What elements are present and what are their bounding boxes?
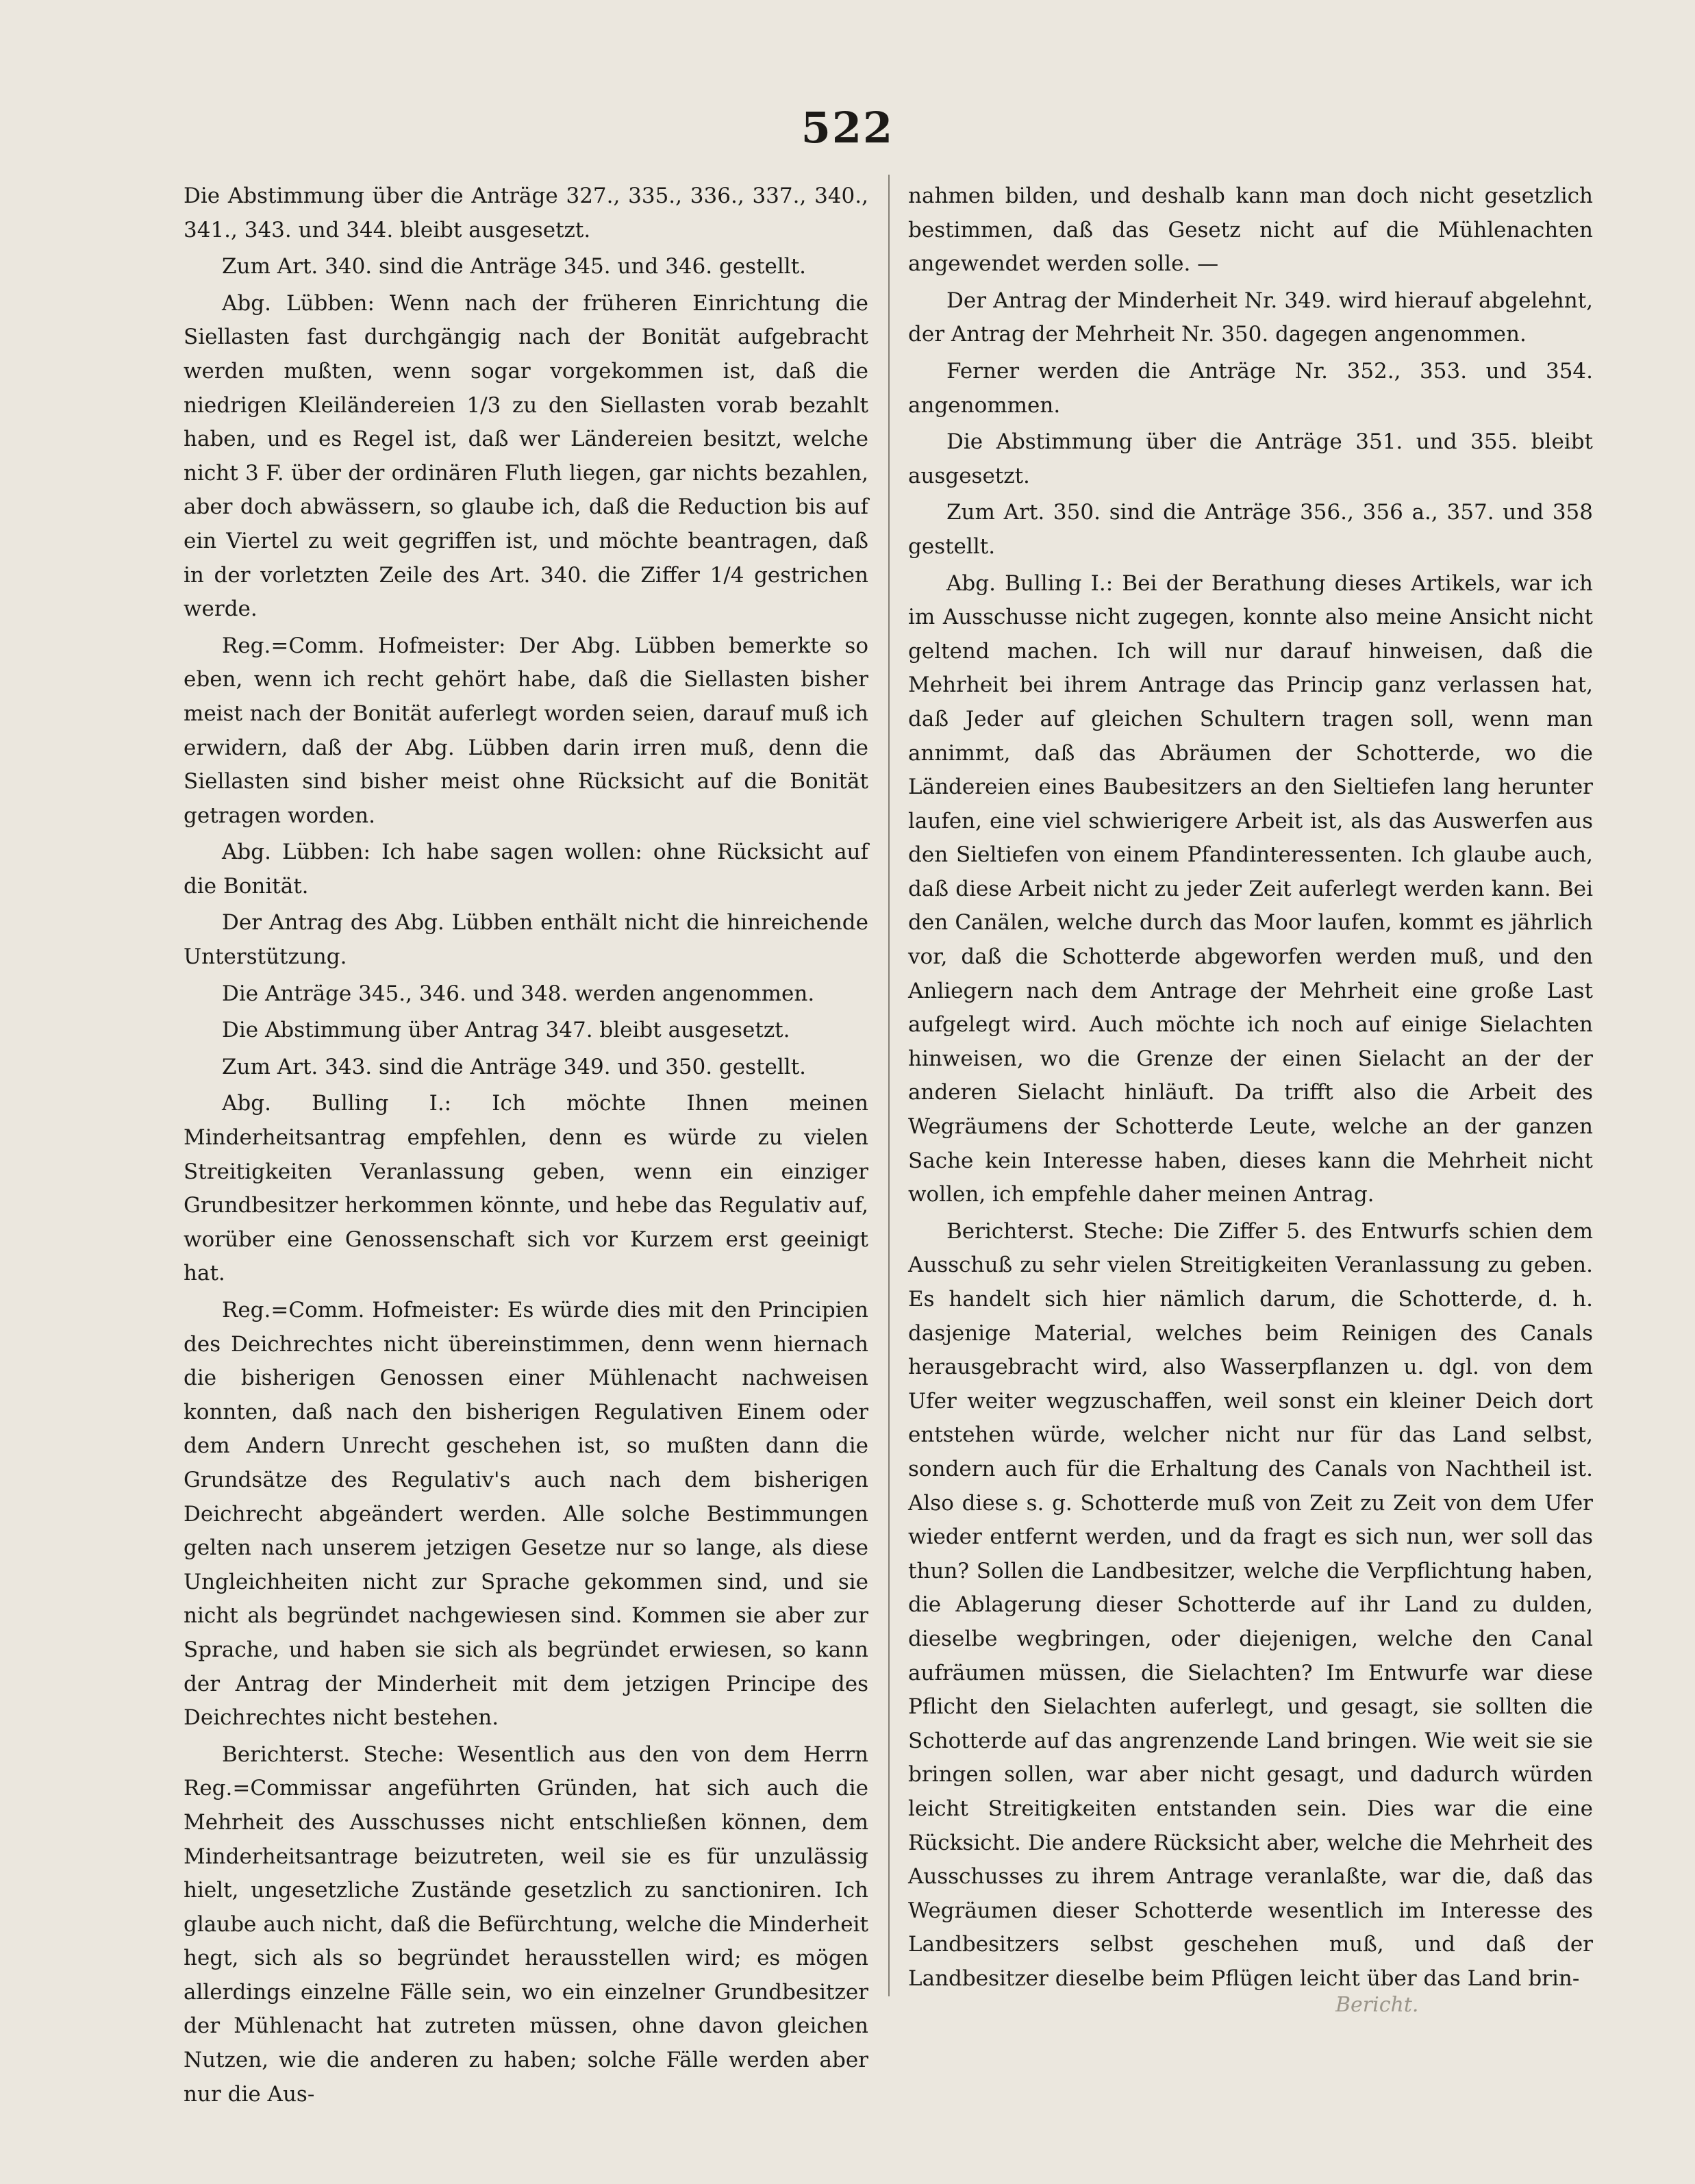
- catchword: Bericht.: [1335, 1993, 1419, 2017]
- paragraph: nahmen bilden, und deshalb kann man doch nicht gesetzlich bestimmen, daß das Gesetz nicht auf die Mühlenachten angewendet werden solle. —: [908, 184, 1593, 277]
- paragraph: Zum Art. 343. sind die Anträge 349. und 350. gestellt.: [222, 1054, 807, 1079]
- paragraph: Abg. Lübben: Wenn nach der früheren Einrichtung die Siellasten fast durchgängig nach der Bonität aufgebracht werden mußten, wenn sogar vorgekommen ist, daß die niedrigen Kleiländereien 1/3 zu den Siellasten vorab bezahlt haben, und es Regel ist, daß wer Ländereien besitzt, welche nicht 3 F. über der ordinären Fluth liegen, gar nichts bezahlen, aber doch abwässern, so glaube ich, daß die Reduction bis auf ein Viertel zu weit gegriffen ist, und möchte beantragen, daß in der vorletzten Zeile des Art. 340. die Ziffer 1/4 gestrichen werde.: [184, 290, 868, 622]
- paragraph: Abg. Bulling I.: Ich möchte Ihnen meinen Minderheitsantrag empfehlen, denn es würde zu vielen Streitigkeiten Veranlassung geben, wenn ein einziger Grundbesitzer herkommen könnte, und hebe das Regulativ auf, worüber eine Genossenschaft sich vor Kurzem erst geeinigt hat.: [184, 1091, 868, 1286]
- paragraph: Reg.=Comm. Hofmeister: Der Abg. Lübben bemerkte so eben, wenn ich recht gehört habe, daß die Siellasten bisher meist nach der Bonität auferlegt worden seien, darauf muß ich erwidern, daß der Abg. Lübben darin irren muß, denn die Siellasten sind bisher meist ohne Rücksicht auf die Bonität getragen worden.: [184, 633, 868, 828]
- paragraph: Berichterst. Steche: Wesentlich aus den von dem Herrn Reg.=Commissar angeführten Gründen, hat sich auch die Mehrheit des Ausschusses nicht entschließen können, dem Minderheitsantrage beizutreten, weil sie es für unzulässig hielt, ungesetzliche Zustände gesetzlich zu sanctioniren. Ich glaube auch nicht, daß die Befürchtung, welche die Minderheit hegt, sich als so begründet herausstellen wird; es mögen allerdings einzelne Fälle sein, wo ein einzelner Grundbesitzer der Mühlenacht hat zutreten müssen, ohne davon gleichen Nutzen, wie die anderen zu haben; solche Fälle werden aber nur die Aus-: [184, 1742, 868, 2107]
- right-column: [908, 179, 1593, 1998]
- paragraph: Reg.=Comm. Hofmeister: Es würde dies mit den Principien des Deichrechtes nicht übereinstimmen, denn wenn hiernach die bisherigen Genossen einer Mühlenacht nachweisen konnten, daß nach den bisherigen Regulativen Einem oder dem Andern Unrecht geschehen ist, so mußten dann die Grundsätze des Regulativ's auch nach dem bisherigen Deichrecht abgeändert werden. Alle solche Bestimmungen gelten nach unserem jetzigen Gesetze nur so lange, als diese Ungleichheiten nicht zur Sprache gekommen sind, und sie nicht als begründet nachgewiesen sind. Kommen sie aber zur Sprache, und haben sie sich als begründet erwiesen, so kann der Antrag der Minderheit mit dem jetzigen Principe des Deichrechtes nicht bestehen.: [184, 1298, 868, 1731]
- paragraph: Die Abstimmung über Antrag 347. bleibt ausgesetzt.: [222, 1018, 790, 1043]
- paragraph: Die Abstimmung über die Anträge 327., 335., 336., 337., 340., 341., 343. und 344. bleibt ausgesetzt.: [184, 184, 868, 242]
- page-number: 522: [801, 103, 894, 153]
- column-divider: [888, 175, 890, 1996]
- paragraph: Der Antrag der Minderheit Nr. 349. wird hierauf abgelehnt, der Antrag der Mehrheit Nr. 350. dagegen angenommen.: [908, 288, 1593, 347]
- paragraph: Zum Art. 350. sind die Anträge 356., 356 a., 357. und 358 gestellt.: [908, 500, 1593, 559]
- paragraph: Der Antrag des Abg. Lübben enthält nicht die hinreichende Unterstützung.: [184, 910, 868, 970]
- paragraph: Ferner werden die Anträge Nr. 352., 353. und 354. angenommen.: [908, 358, 1593, 418]
- paragraph: Abg. Lübben: Ich habe sagen wollen: ohne Rücksicht auf die Bonität.: [184, 840, 868, 899]
- paragraph: Die Abstimmung über die Anträge 351. und 355. bleibt ausgesetzt.: [908, 429, 1593, 488]
- left-column: [184, 179, 868, 2114]
- paragraph: Zum Art. 340. sind die Anträge 345. und 346. gestellt.: [222, 254, 807, 279]
- paragraph: Abg. Bulling I.: Bei der Berathung dieses Artikels, war ich im Ausschusse nicht zugegen, konnte also meine Ansicht nicht geltend machen. Ich will nur darauf hinweisen, daß die Mehrheit bei ihrem Antrage das Princip ganz verlassen hat, daß Jeder auf gleichen Schultern tragen soll, wenn man annimmt, daß das Abräumen der Schotterde, wo die Ländereien eines Baubesitzers an den Sieltiefen lang herunter laufen, eine viel schwierigere Arbeit ist, als das Auswerfen aus den Sieltiefen von einem Pfandinteressenten. Ich glaube auch, daß diese Arbeit nicht zu jeder Zeit auferlegt werden kann. Bei den Canälen, welche durch das Moor laufen, kommt es jährlich vor, daß die Schotterde abgeworfen werden muß, und den Anliegern nach dem Antrage der Mehrheit eine große Last aufgelegt wird. Auch möchte ich noch auf einige Sielachten hinweisen, wo die Grenze der einen Sielacht an der der anderen Sielacht hinläuft. Da trifft also die Arbeit des Wegräumens der Schotterde Leute, welche an der ganzen Sache kein Interesse haben, dieses kann die Mehrheit nicht wollen, ich empfehle daher meinen Antrag.: [908, 570, 1593, 1207]
- paragraph: Berichterst. Steche: Die Ziffer 5. des Entwurfs schien dem Ausschuß zu sehr vielen Streitigkeiten Veranlassung zu geben. Es handelt sich hier nämlich darum, die Schotterde, d. h. dasjenige Material, welches beim Reinigen des Canals herausgebracht wird, also Wasserpflanzen u. dgl. von dem Ufer weiter wegzuschaffen, weil sonst ein kleiner Deich dort entstehen würde, welcher nicht nur für das Land selbst, sondern auch für die Erhaltung des Canals von Nachtheil ist. Also diese s. g. Schotterde muß von Zeit zu Zeit von dem Ufer wieder entfernt werden, und da fragt es sich nun, wer soll das thun? Sollen die Landbesitzer, welche die Verpflichtung haben, die Ablagerung dieser Schotterde auf ihr Land zu dulden, dieselbe wegbringen, oder diejenigen, welche den Canal aufräumen müssen, die Sielachten? Im Entwurfe war diese Pflicht den Sielachten auferlegt, und gesagt, sie sollten die Schotterde auf das angrenzende Land bringen. Wie weit sie sie bringen sollen, war aber nicht gesagt, und dadurch würden leicht Streitigkeiten entstanden sein. Dies war die eine Rücksicht. Die andere Rücksicht aber, welche die Mehrheit des Ausschusses zu ihrem Antrage veranlaßte, war die, daß das Wegräumen dieser Schotterde wesentlich im Interesse des Landbesitzers selbst geschehen muß, und daß der Landbesitzer dieselbe beim Pflügen leicht über das Land brin-: [908, 1218, 1593, 1991]
- paragraph: Die Anträge 345., 346. und 348. werden angenommen.: [222, 981, 815, 1006]
